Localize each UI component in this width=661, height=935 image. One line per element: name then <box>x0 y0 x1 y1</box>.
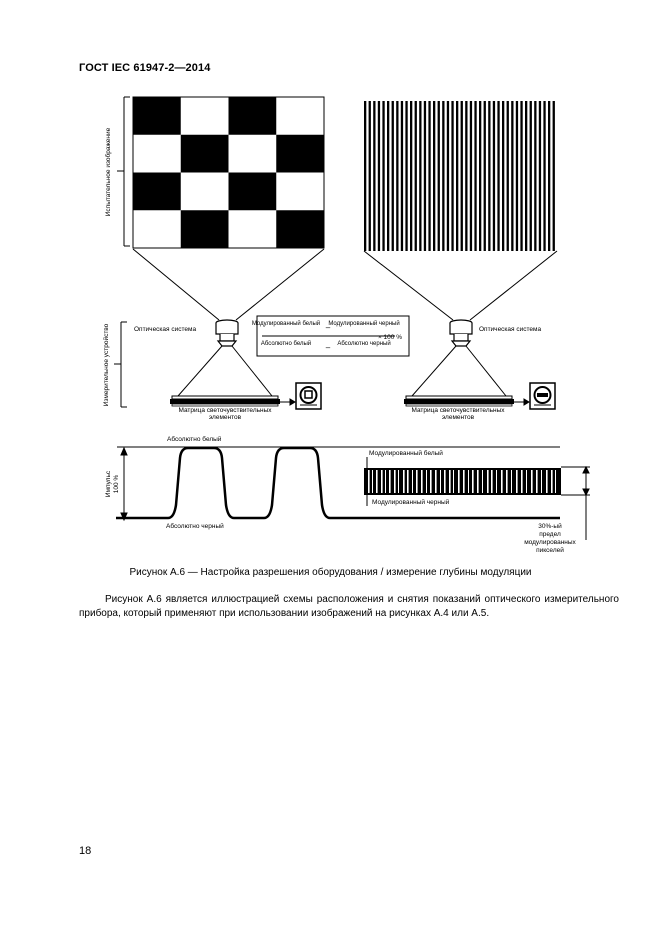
grating-line <box>507 101 509 251</box>
formula-den-minus: – <box>325 343 331 352</box>
right-meter-icon <box>530 383 555 409</box>
grating-line <box>493 101 495 251</box>
measuring-device-bracket <box>114 322 127 407</box>
modulation-stripe <box>381 470 383 493</box>
grating-line <box>553 101 555 251</box>
modulation-stripe <box>531 470 533 493</box>
formula-den-b: Абсолютно черный <box>337 341 391 347</box>
standard-header: ГОСТ IEC 61947-2—2014 <box>79 62 211 74</box>
grating-line <box>442 101 444 251</box>
checker-cell <box>276 210 324 248</box>
grating-line <box>530 101 532 251</box>
formula-num-a: Модулированный белый <box>251 321 321 327</box>
modulation-stripe <box>463 470 465 493</box>
modulation-stripe <box>407 470 409 493</box>
modulated-signal-block <box>364 468 561 495</box>
left-lens <box>216 320 238 346</box>
modulation-stripe <box>385 470 386 493</box>
test-image-bracket <box>117 97 130 246</box>
modulation-stripe <box>426 470 427 493</box>
modulated-black-label: Модулированный черный <box>372 499 450 506</box>
grating-line <box>428 101 430 251</box>
modulation-stripe <box>536 470 538 493</box>
grating-line <box>447 101 449 251</box>
modulation-stripe <box>551 470 553 493</box>
optical-system-right-label: Оптическая система <box>479 326 542 333</box>
sensor-matrix-left-label: Матрица светочувствительных элементов <box>178 407 272 421</box>
grating-line <box>525 101 527 251</box>
modulation-stripe <box>412 470 413 493</box>
page-number: 18 <box>79 845 92 857</box>
modulation-stripe <box>477 470 479 493</box>
checker-cell <box>181 210 229 248</box>
grating-line <box>373 101 375 251</box>
modulation-stripe <box>526 470 527 493</box>
modulation-stripe <box>389 470 391 493</box>
modulation-stripe <box>449 470 451 493</box>
right-lens <box>450 320 472 346</box>
modulation-stripe <box>440 470 441 493</box>
grating-line <box>396 101 398 251</box>
modulation-stripe <box>487 470 489 493</box>
modulated-white-label: Модулированный белый <box>369 450 443 457</box>
grating-line <box>382 101 384 251</box>
formula-times-100: × 100 % <box>377 334 402 341</box>
checker-cell <box>229 173 277 211</box>
modulation-stripe <box>435 470 437 493</box>
body-paragraph: Рисунок А.6 является иллюстрацией схемы расположения и снятия показаний оптического измерительного прибора, который применяют при использовании изображений на рисунках А.4 или А.5. <box>79 594 619 619</box>
modulation-formula <box>252 316 409 356</box>
modulation-stripe <box>458 470 460 493</box>
absolute-black-label: Абсолютно черный <box>166 523 224 530</box>
pulse-axis <box>121 448 127 520</box>
grating-line <box>415 101 417 251</box>
modulation-stripe <box>482 470 483 493</box>
left-meter-icon <box>296 383 321 409</box>
modulation-stripe <box>521 470 523 493</box>
grating-line <box>479 101 481 251</box>
sensor-matrix-right-label: Матрица светочувствительных элементов <box>411 407 505 421</box>
modulation-stripe <box>444 470 446 493</box>
grating-line <box>543 101 545 251</box>
grating-line <box>516 101 518 251</box>
grating-line <box>378 101 380 251</box>
modulation-stripe <box>368 470 370 493</box>
modulation-stripe <box>398 470 399 493</box>
grating-line <box>419 101 421 251</box>
grating-line <box>534 101 536 251</box>
modulation-stripe <box>491 470 493 493</box>
grating-line <box>369 101 371 251</box>
grating-line <box>502 101 504 251</box>
grating-line <box>465 101 467 251</box>
grating-line <box>470 101 472 251</box>
modulation-stripe <box>496 470 497 493</box>
modulation-stripe <box>430 470 432 493</box>
grating-line <box>497 101 499 251</box>
grating-line <box>401 101 403 251</box>
checker-cell <box>133 97 181 135</box>
checker-cell <box>229 97 277 135</box>
modulation-stripe <box>511 470 512 493</box>
checker-cell <box>276 135 324 173</box>
grating-line <box>438 101 440 251</box>
modulation-stripe <box>421 470 423 493</box>
grating-line <box>456 101 458 251</box>
modulation-stripe <box>541 470 542 493</box>
checkerboard-pattern <box>133 97 324 248</box>
grating-line <box>451 101 453 251</box>
grating-line <box>433 101 435 251</box>
grating-line <box>410 101 412 251</box>
grating-line <box>474 101 476 251</box>
modulation-stripe <box>546 470 548 493</box>
grating-line <box>461 101 463 251</box>
line-grating-pattern <box>364 101 557 251</box>
formula-num-b: Модулированный черный <box>328 321 400 327</box>
pulse-label: Импульс100 % <box>105 470 120 498</box>
modulation-stripe <box>394 470 396 493</box>
optical-system-left-label: Оптическая система <box>134 326 197 333</box>
modulation-stripe <box>376 470 378 493</box>
projection-lines <box>133 249 557 320</box>
grating-line <box>364 101 366 251</box>
formula-num-minus: – <box>325 323 331 332</box>
modulation-stripe <box>453 470 454 493</box>
test-image-label: Испытательное изображение <box>105 127 112 217</box>
modulation-range-arrows <box>561 467 590 540</box>
modulation-stripe <box>372 470 373 493</box>
grating-line <box>392 101 394 251</box>
limit-note: 30%-ый предел модулированных пикселей <box>524 523 576 554</box>
checker-cell <box>133 173 181 211</box>
figure-caption: Рисунок А.6 — Настройка разрешения оборудования / измерение глубины модуляции <box>129 567 532 578</box>
grating-line <box>424 101 426 251</box>
grating-line <box>539 101 541 251</box>
absolute-white-label: Абсолютно белый <box>167 436 222 443</box>
modulation-stripe <box>555 470 556 493</box>
modulation-stripe <box>506 470 508 493</box>
modulation-stripe <box>416 470 418 493</box>
grating-line <box>548 101 550 251</box>
modulation-stripe <box>516 470 518 493</box>
formula-den-a: Абсолютно белый <box>260 341 312 347</box>
grating-line <box>484 101 486 251</box>
modulation-stripe <box>468 470 469 493</box>
modulation-stripe <box>403 470 405 493</box>
right-sensor-matrix <box>404 396 514 406</box>
grating-line <box>405 101 407 251</box>
grating-line <box>511 101 513 251</box>
left-sensor-matrix <box>170 396 280 406</box>
grating-line <box>387 101 389 251</box>
modulation-stripe <box>472 470 474 493</box>
grating-line <box>488 101 490 251</box>
checker-cell <box>181 135 229 173</box>
modulation-stripe <box>501 470 503 493</box>
measuring-device-label: Измерительное устройство <box>103 323 110 407</box>
grating-line <box>520 101 522 251</box>
